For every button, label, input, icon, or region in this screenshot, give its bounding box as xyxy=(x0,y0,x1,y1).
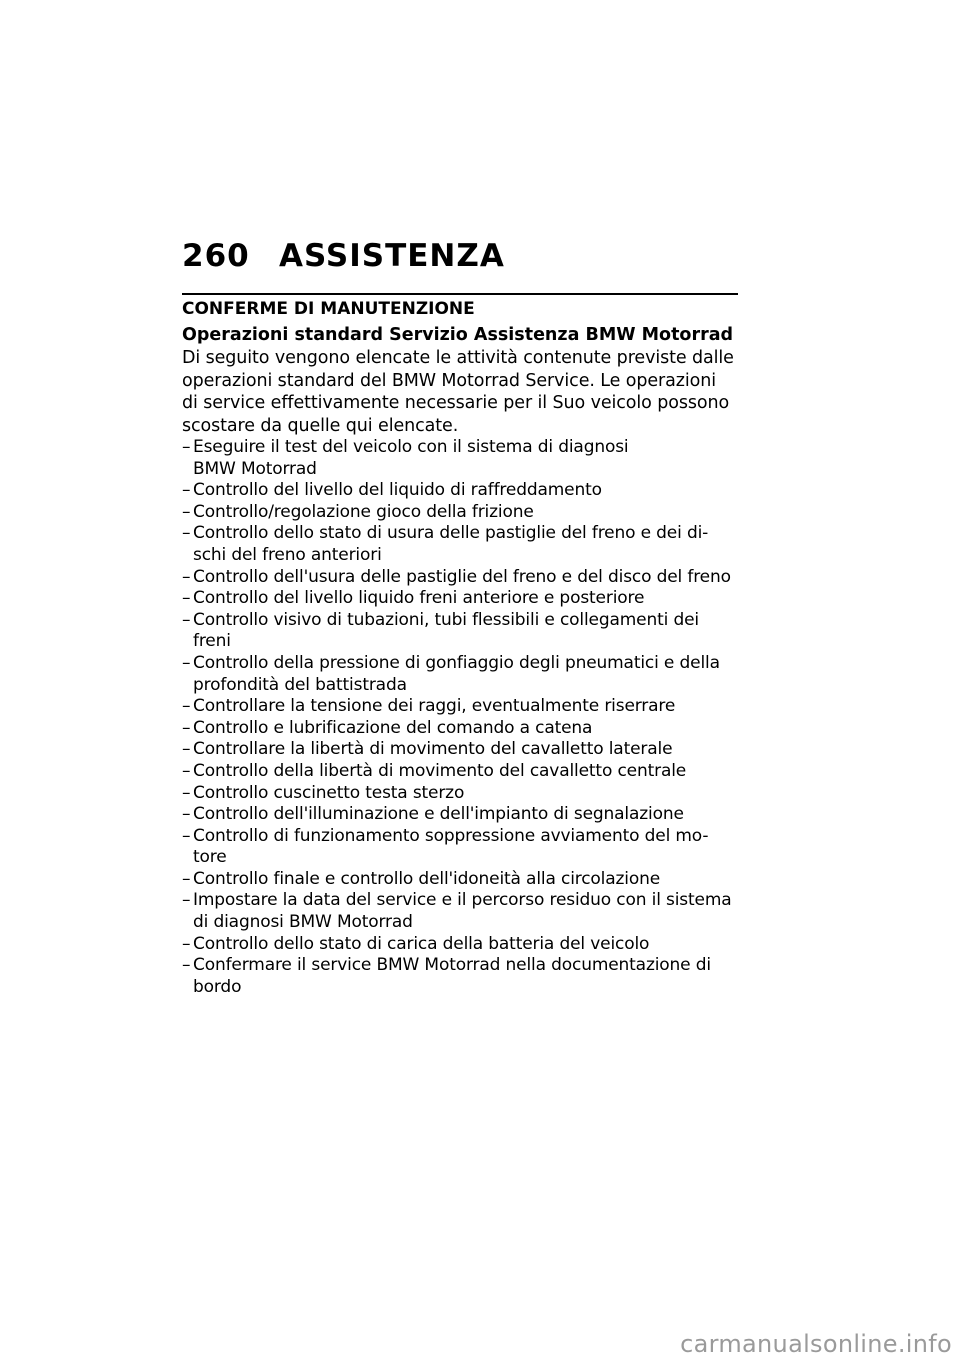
watermark-text: carmanualsonline.info xyxy=(680,1330,952,1358)
bullet-dash: – xyxy=(182,825,191,846)
list-item-text: Controllare la libertà di movimento del cavalletto laterale xyxy=(193,739,673,760)
bullet-dash: – xyxy=(182,696,191,717)
list-item xyxy=(182,588,738,610)
list-item xyxy=(182,739,738,761)
intro-paragraph: Di seguito vengono elencate le attività contenute previste dalle operazioni standard del BMW Motorrad Service. Le operazioni di service effettivamente necessarie per il Suo veicolo possono scostare da quelle qui elencate. xyxy=(182,348,734,436)
list-item xyxy=(182,955,738,998)
list-item xyxy=(182,696,738,718)
page-header xyxy=(182,238,738,282)
list-item-text: Controllo della libertà di movimento del cavalletto centrale xyxy=(193,760,687,781)
list-item-text: Controllo della pressione di gonfiaggio degli pneumatici e della profondità del battistrada xyxy=(193,652,720,695)
list-item-text: Eseguire il test del veicolo con il sistema di diagnosi BMW Motorrad xyxy=(193,437,629,479)
list-item xyxy=(182,934,738,956)
list-item-text: Controllo finale e controllo dell'idoneità alla circolazione xyxy=(193,868,661,889)
bullet-dash: – xyxy=(182,566,191,587)
list-item xyxy=(182,783,738,805)
list-item xyxy=(182,826,738,869)
list-item xyxy=(182,869,738,891)
list-item xyxy=(182,480,738,502)
list-item-text: Controllo e lubrificazione del comando a catena xyxy=(193,717,593,738)
bullet-dash: – xyxy=(182,437,191,457)
bullet-dash: – xyxy=(182,717,191,738)
list-item-text: Impostare la data del service e il percorso residuo con il sistema di diagnosi BMW Motorrad xyxy=(193,890,732,933)
list-item xyxy=(182,567,738,589)
list-item xyxy=(182,890,738,933)
list-item xyxy=(182,804,738,826)
list-item xyxy=(182,761,738,783)
list-item-text: Controllare la tensione dei raggi, eventualmente riserrare xyxy=(193,696,676,717)
list-item-text: Controllo cuscinetto testa sterzo xyxy=(193,782,465,803)
bullet-dash: – xyxy=(182,480,191,501)
list-item xyxy=(182,523,738,566)
list-item xyxy=(182,653,738,696)
bullet-dash: – xyxy=(182,890,191,911)
list-item-text: Controllo del livello del liquido di raffreddamento xyxy=(193,480,602,501)
list-item-text: Controllo del livello liquido freni anteriore e posteriore xyxy=(193,588,645,609)
list-item-text: Controllo visivo di tubazioni, tubi flessibili e collegamenti dei freni xyxy=(193,609,699,652)
section-title: CONFERME DI MANUTENZIONE xyxy=(182,299,475,319)
bullet-dash: – xyxy=(182,588,191,609)
list-item-text: Controllo/regolazione gioco della frizione xyxy=(193,501,534,522)
list-item xyxy=(182,718,738,740)
chapter-title: ASSISTENZA xyxy=(279,238,505,274)
list-item-text: Controllo dello stato di usura delle pastiglie del freno e dei di- schi del freno anteriori xyxy=(193,523,709,565)
list-item xyxy=(182,437,738,480)
subsection-title: Operazioni standard Servizio Assistenza BMW Motorrad xyxy=(182,325,734,345)
page-number: 260 xyxy=(182,238,250,274)
section-divider xyxy=(182,293,738,295)
list-item-text: Controllo dello stato di carica della batteria del veicolo xyxy=(193,933,650,954)
bullet-dash: – xyxy=(182,955,191,976)
bullet-dash: – xyxy=(182,804,191,825)
list-item xyxy=(182,610,738,653)
maintenance-checklist xyxy=(182,437,738,998)
list-item-text: Confermare il service BMW Motorrad nella documentazione di bordo xyxy=(193,955,711,997)
list-item-text: Controllo dell'usura delle pastiglie del freno e del disco del freno xyxy=(193,566,731,587)
bullet-dash: – xyxy=(182,868,191,889)
bullet-dash: – xyxy=(182,609,191,630)
main-content xyxy=(182,324,738,998)
bullet-dash: – xyxy=(182,782,191,803)
bullet-dash: – xyxy=(182,652,191,673)
bullet-dash: – xyxy=(182,933,191,954)
list-item-text: Controllo di funzionamento soppressione avviamento del mo- tore xyxy=(193,825,709,868)
list-item-text: Controllo dell'illuminazione e dell'impianto di segnalazione xyxy=(193,804,684,825)
bullet-dash: – xyxy=(182,501,191,522)
bullet-dash: – xyxy=(182,523,191,544)
bullet-dash: – xyxy=(182,760,191,781)
list-item xyxy=(182,502,738,524)
bullet-dash: – xyxy=(182,739,191,760)
